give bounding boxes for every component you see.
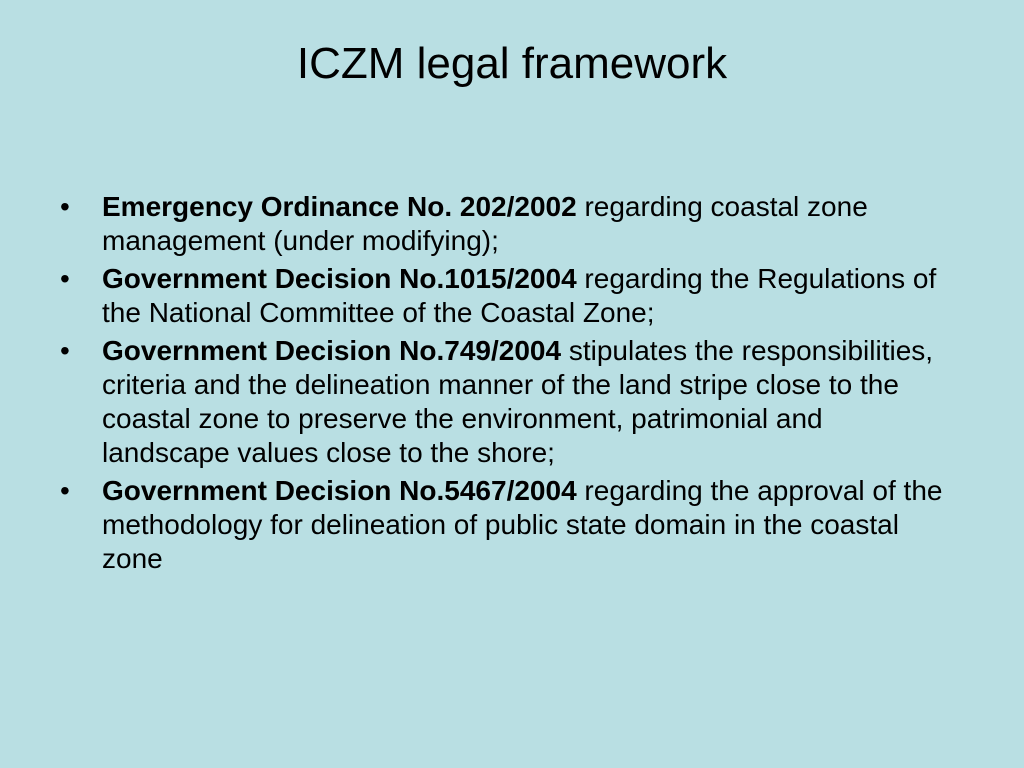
slide-title: ICZM legal framework [296,39,728,88]
bullet-icon: • [60,263,70,294]
bullet-icon: • [60,335,70,366]
list-item [58,334,958,470]
bullet-icon: • [60,475,70,506]
item-text: stipulates the responsibilities, criteria and the delineation manner of the land stripe close to the coastal zone to preserve the environment, patrimonial and landscape values close to the shore; [102,335,934,468]
list-item [58,262,958,330]
item-text: regarding coastal zone management (under modifying); [102,191,868,256]
item-text: regarding the approval of the methodology for delineation of public state domain in the coastal zone [102,475,943,574]
list-item [58,190,958,258]
item-heading: Government Decision No.749/2004 [102,335,562,366]
item-heading: Emergency Ordinance No. 202/2002 [102,191,577,222]
bullet-list [58,190,958,580]
item-heading: Government Decision No.1015/2004 [102,263,577,294]
bullet-icon: • [60,191,70,222]
item-text: regarding the Regulations of the National Committee of the Coastal Zone; [102,263,937,328]
list-item [58,474,958,576]
item-heading: Government Decision No.5467/2004 [102,475,577,506]
